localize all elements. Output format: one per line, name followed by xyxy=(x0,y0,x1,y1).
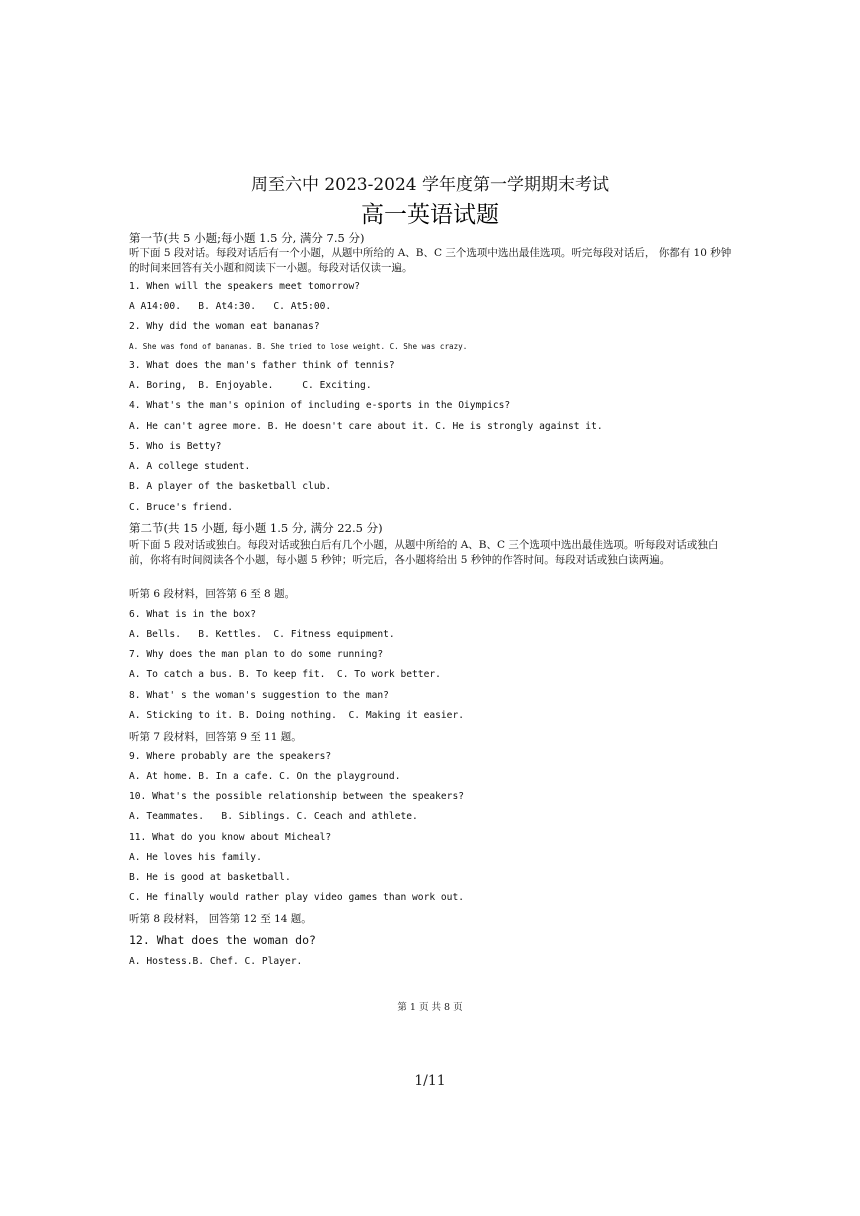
material-8-note: 听第 8 段材料， 回答第 12 至 14 题。 xyxy=(129,913,312,925)
options-4: A. He can't agree more. B. He doesn't care about it. C. He is strongly against it. xyxy=(129,421,603,432)
page-number: 1/11 xyxy=(414,1073,446,1089)
option-5a: A. A college student. xyxy=(129,461,251,472)
options-3: A. Boring, B. Enjoyable. C. Exciting. xyxy=(129,380,372,391)
section1-heading: 第一节(共 5 小题;每小题 1.5 分, 满分 7.5 分) xyxy=(129,231,365,245)
options-1: A A14:00. B. At4:30. C. At5:00. xyxy=(129,301,332,312)
option-5c: C. Bruce's friend. xyxy=(129,502,233,513)
question-5: 5. Who is Betty? xyxy=(129,441,222,452)
question-10: 10. What's the possible relationship between the speakers? xyxy=(129,791,465,802)
options-12: A. Hostess.B. Chef. C. Player. xyxy=(129,956,303,967)
exam-subtitle: 高一英语试题 xyxy=(361,202,499,228)
section1-instructions: 听下面 5 段对话。每段对话后有一个小题，从题中所给的 A、B、C 三个选项中选出最佳选项。听完每段对话后， 你都有 10 秒钟的时间来回答有关小题和阅读下一小题。每段对话仅读一遍。 xyxy=(129,247,732,274)
options-7: A. To catch a bus. B. To keep fit. C. To work better. xyxy=(129,669,441,680)
options-9: A. At home. B. In a cafe. C. On the playground. xyxy=(129,771,401,782)
question-2: 2. Why did the woman eat bananas? xyxy=(129,321,320,332)
page-footer: 第 1 页 共 8 页 xyxy=(397,1002,463,1013)
question-6: 6. What is in the box? xyxy=(129,609,257,620)
question-1: 1. When will the speakers meet tomorrow? xyxy=(129,281,361,292)
option-11a: A. He loves his family. xyxy=(129,852,262,863)
options-10: A. Teammates. B. Siblings. C. Ceach and athlete. xyxy=(129,811,418,822)
options-6: A. Bells. B. Kettles. C. Fitness equipment. xyxy=(129,629,395,640)
options-2: A. She was fond of bananas. B. She tried to lose weight. C. She was crazy. xyxy=(129,342,468,351)
material-7-note: 听第 7 段材料，回答第 9 至 11 题。 xyxy=(129,731,302,743)
options-8: A. Sticking to it. B. Doing nothing. C. Making it easier. xyxy=(129,710,465,721)
question-8: 8. What' s the woman's suggestion to the man? xyxy=(129,690,389,701)
question-7: 7. Why does the man plan to do some running? xyxy=(129,649,384,660)
option-5b: B. A player of the basketball club. xyxy=(129,481,332,492)
question-12: 12. What does the woman do? xyxy=(129,933,316,947)
exam-title: 周至六中 2023-2024 学年度第一学期期末考试 xyxy=(250,175,610,195)
question-9: 9. Where probably are the speakers? xyxy=(129,751,332,762)
material-6-note: 听第 6 段材料，回答第 6 至 8 题。 xyxy=(129,588,296,600)
question-4: 4. What's the man's opinion of including e-sports in the Oiympics? xyxy=(129,400,511,411)
section2-instructions: 听下面 5 段对话或独白。每段对话或独白后有几个小题，从题中所给的 A、B、C 三个选项中选出最佳选项。听每段对话或独白前，你将有时间阅读各个小题，每小题 5 秒钟；听完后，各小题将给出 5 秒钟的作答时间。每段对话或独白读两遍。 xyxy=(129,539,719,566)
option-11c: C. He finally would rather play video games than work out. xyxy=(129,892,465,903)
section2-heading: 第二节(共 15 小题, 每小题 1.5 分, 满分 22.5 分) xyxy=(129,521,383,535)
question-11: 11. What do you know about Micheal? xyxy=(129,832,332,843)
option-11b: B. He is good at basketball. xyxy=(129,872,291,883)
question-3: 3. What does the man's father think of tennis? xyxy=(129,360,395,371)
